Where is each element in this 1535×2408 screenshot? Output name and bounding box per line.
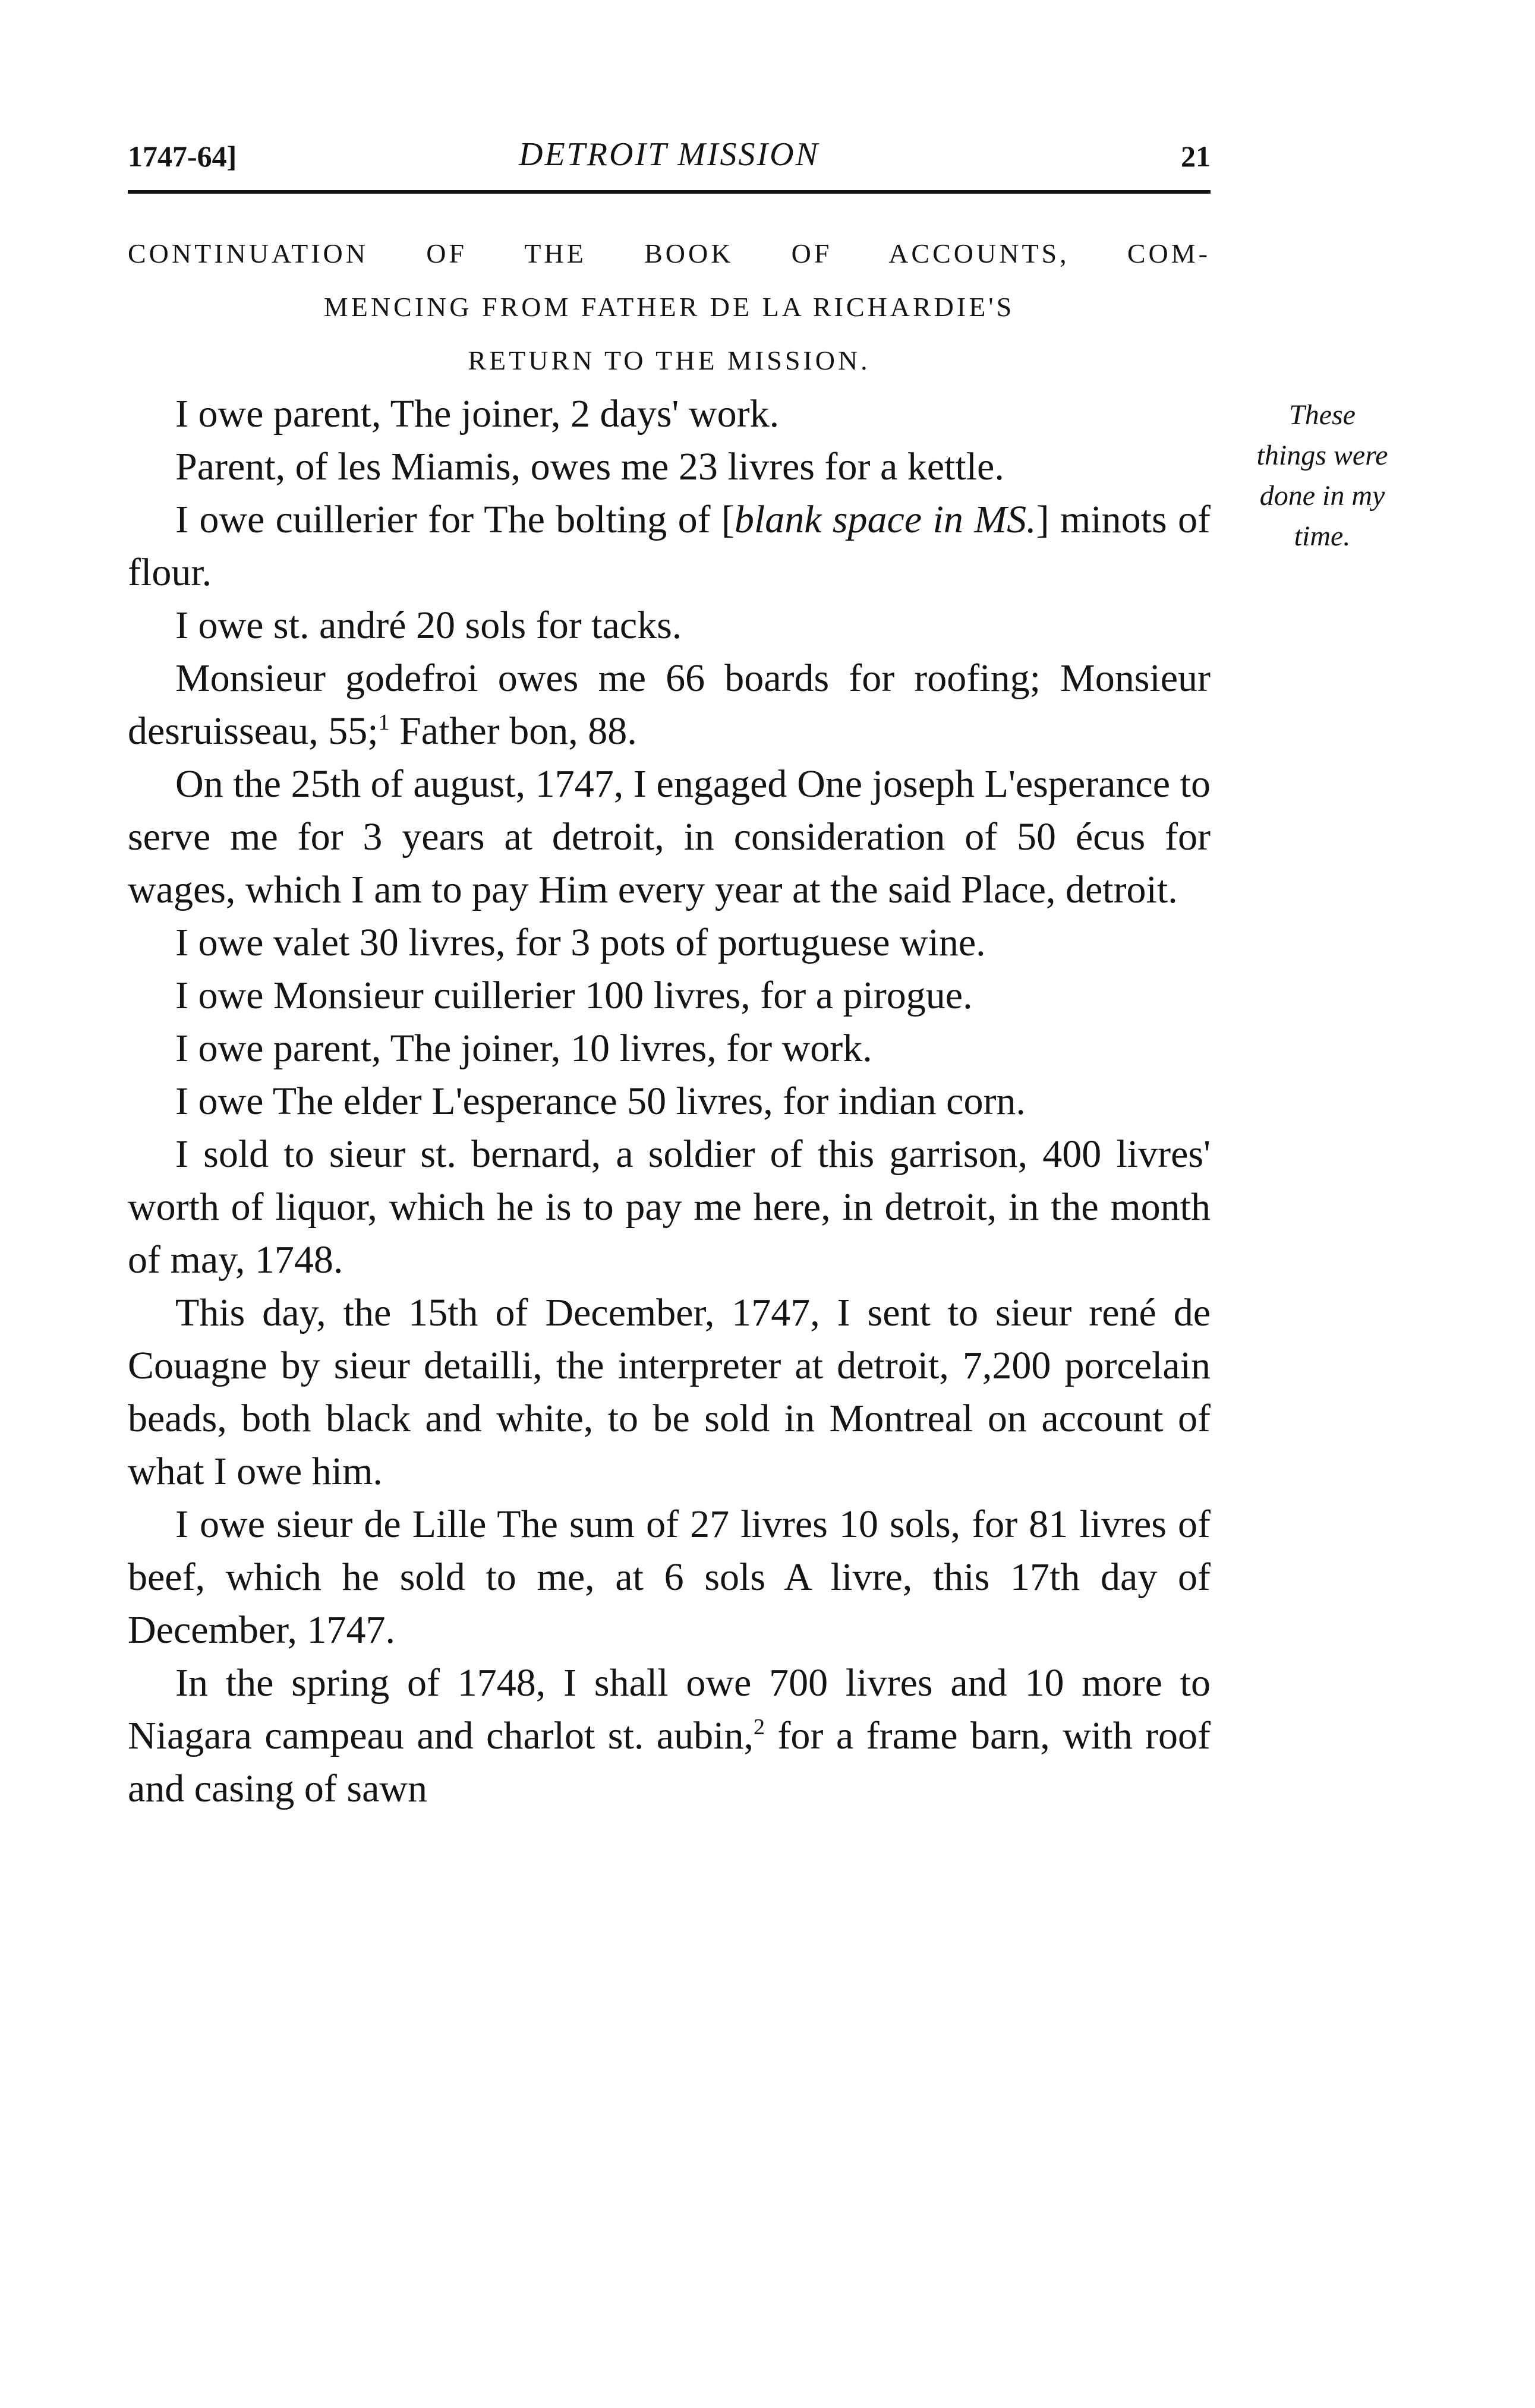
paragraph-text: I owe cuillerier for The bolting of [ — [175, 498, 735, 541]
body-text — [128, 387, 1211, 1815]
paragraph — [128, 652, 1211, 758]
footnote-ref-2: 2 — [753, 1715, 765, 1740]
paragraph: I owe st. andré 20 sols for tacks. — [175, 604, 682, 647]
margin-note-line-4: time. — [1294, 520, 1351, 552]
page-number: 21 — [1181, 140, 1211, 173]
section-heading — [128, 227, 1211, 387]
running-head-title: DETROIT MISSION — [519, 136, 819, 173]
paragraph: I owe parent, The joiner, 2 days' work. — [175, 392, 780, 435]
running-head-date-range: 1747-64] — [128, 140, 237, 173]
section-heading-line-2: MENCING FROM FATHER DE LA RICHARDIE'S — [323, 292, 1015, 322]
paragraph: I owe valet 30 livres, for 3 pots of portuguese wine. — [175, 921, 986, 964]
paragraph: I owe sieur de Lille The sum of 27 livres 10 sols, for 81 livres of beef, which he sold to me, at 6 sols A livre, this 17th day of December, 1747. — [128, 1503, 1211, 1652]
section-heading-line-3: RETURN TO THE MISSION. — [468, 345, 871, 375]
paragraph-text: for a frame barn, with roof and casing of sawn — [128, 1714, 1211, 1810]
paragraph — [128, 493, 1211, 599]
margin-note — [1224, 395, 1420, 557]
paragraph-text: In the spring of 1748, I shall owe 700 livres and 10 more to Niagara campeau and charlot st. aubin, — [128, 1661, 1211, 1757]
paragraph — [128, 1656, 1211, 1815]
paragraph-text: Monsieur godefroi owes me 66 boards for roofing; Monsieur desruisseau, 55; — [128, 657, 1211, 753]
paragraph: This day, the 15th of December, 1747, I sent to sieur rené de Couagne by sieur detailli, the interpreter at detroit, 7,200 porcelain beads, both black and white, to be sold in Montreal on account of what I owe him. — [128, 1291, 1211, 1493]
margin-note-line-3: done in my — [1259, 480, 1385, 512]
paragraph: On the 25th of august, 1747, I engaged One joseph L'esperance to serve me for 3 years at detroit, in consideration of 50 écus for wages, which I am to pay Him every year at the said Place, detroit. — [128, 762, 1211, 911]
footnote-ref-1: 1 — [378, 710, 390, 735]
paragraph: I owe Monsieur cuillerier 100 livres, for a pirogue. — [175, 974, 973, 1017]
paragraph: I sold to sieur st. bernard, a soldier of this garrison, 400 livres' worth of liquor, which he is to pay me here, in detroit, in the month of may, 1748. — [128, 1132, 1211, 1282]
paragraph-text: Father bon, 88. — [389, 709, 637, 753]
paragraph-text: ] minots of flour. — [128, 498, 1211, 594]
paragraph: I owe The elder L'esperance 50 livres, for indian corn. — [175, 1080, 1026, 1123]
paragraph: Parent, of les Miamis, owes me 23 livres for a kettle. — [175, 445, 1004, 488]
editorial-note-italic: blank space in MS. — [734, 498, 1036, 541]
margin-note-line-2: things were — [1256, 440, 1388, 471]
running-head — [128, 135, 1211, 177]
header-rule — [128, 190, 1211, 194]
section-heading-line-1: CONTINUATION OF THE BOOK OF ACCOUNTS, COM- — [128, 238, 1211, 269]
paragraph: I owe parent, The joiner, 10 livres, for work. — [175, 1027, 872, 1070]
margin-note-line-1: These — [1289, 399, 1356, 431]
